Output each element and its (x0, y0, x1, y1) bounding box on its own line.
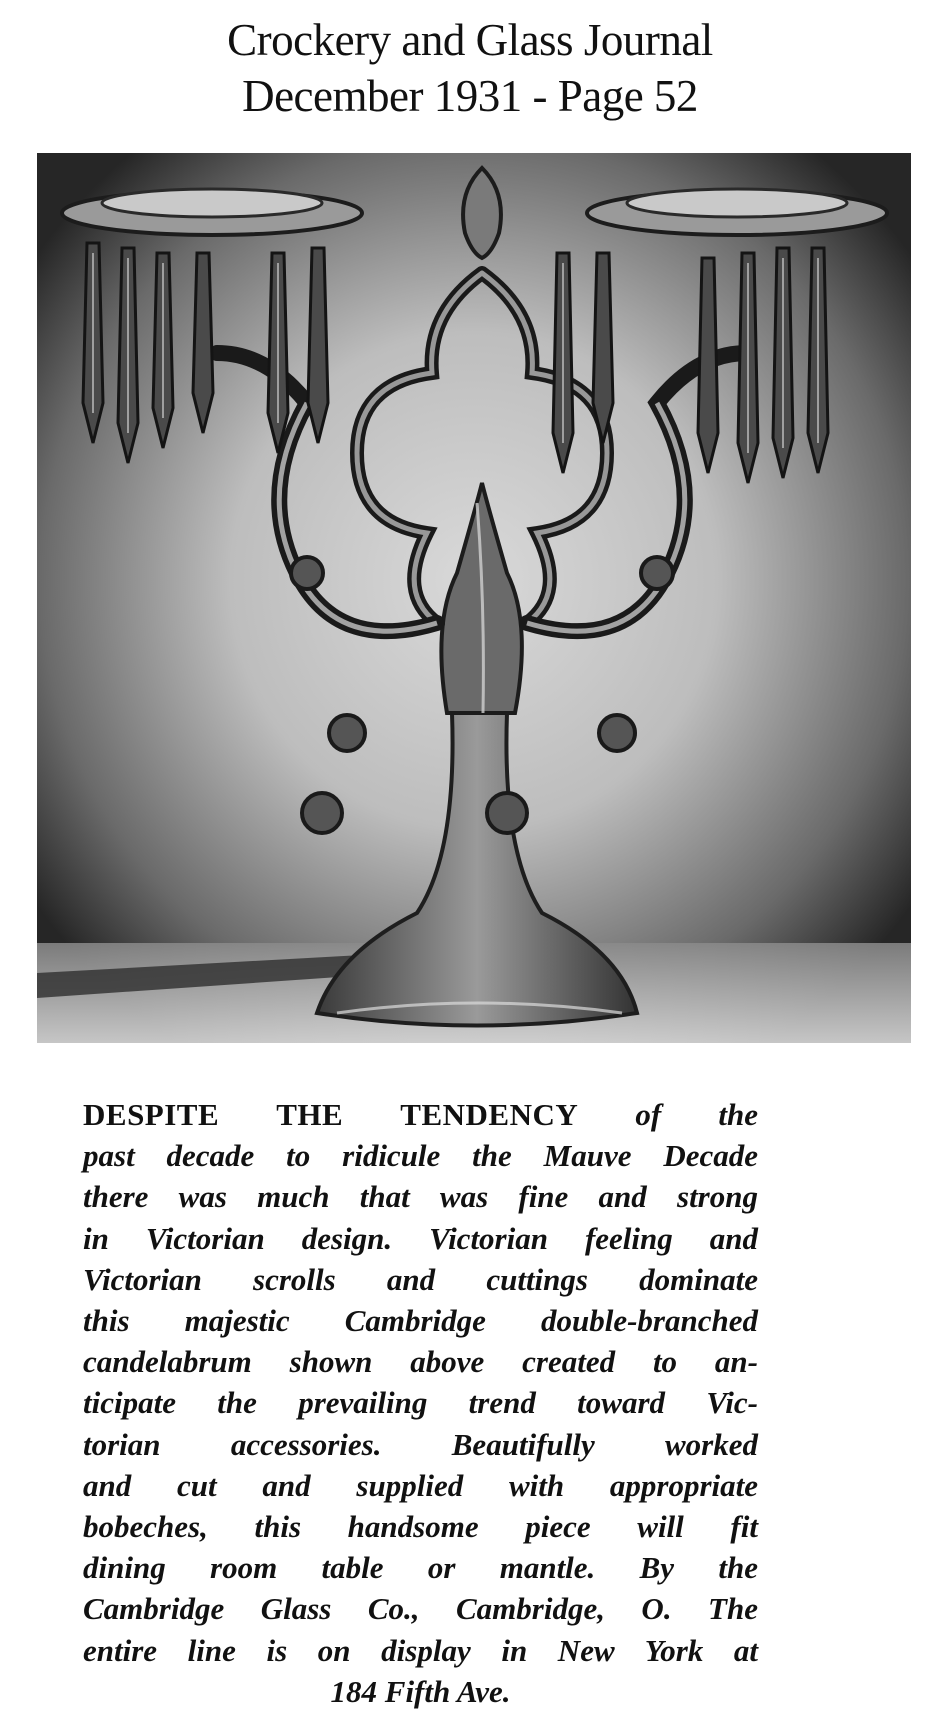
caption-line: torian accessories. Beautifully worked (83, 1426, 758, 1462)
caption-line: and cut and supplied with appropriate (83, 1467, 758, 1503)
caption-line-1-rest: of the (635, 1097, 759, 1132)
caption-address: 184 Fifth Ave. (330, 1673, 511, 1709)
caption-line: in Victorian design. Victorian feeling and (83, 1220, 758, 1256)
caption-lead: DESPITE THE TENDENCY (83, 1097, 579, 1132)
caption-line: entire line is on display in New York at (83, 1632, 758, 1668)
caption-line-1 (83, 1094, 758, 1135)
caption-line: this majestic Cambridge double-branched (83, 1303, 758, 1339)
caption-line: bobeches, this handsome piece will fit (83, 1509, 758, 1545)
caption-line: dining room table or mantle. By the (83, 1550, 758, 1586)
caption-line: past decade to ridicule the Mauve Decade (83, 1138, 758, 1174)
caption-line: Victorian scrolls and cuttings dominate (83, 1261, 758, 1297)
candelabrum-photo (37, 153, 911, 1043)
page-header (0, 12, 940, 124)
candelabrum-illustration (37, 153, 911, 1043)
caption-line: Cambridge Glass Co., Cambridge, O. The (83, 1591, 758, 1627)
caption-line: candelabrum shown above created to an- (83, 1344, 758, 1380)
article-caption (83, 1094, 758, 1712)
journal-title: Crockery and Glass Journal (227, 15, 713, 65)
caption-line: ticipate the prevailing trend toward Vic- (83, 1385, 758, 1421)
issue-date-page: December 1931 - Page 52 (242, 71, 698, 121)
caption-line: there was much that was fine and strong (83, 1179, 758, 1215)
